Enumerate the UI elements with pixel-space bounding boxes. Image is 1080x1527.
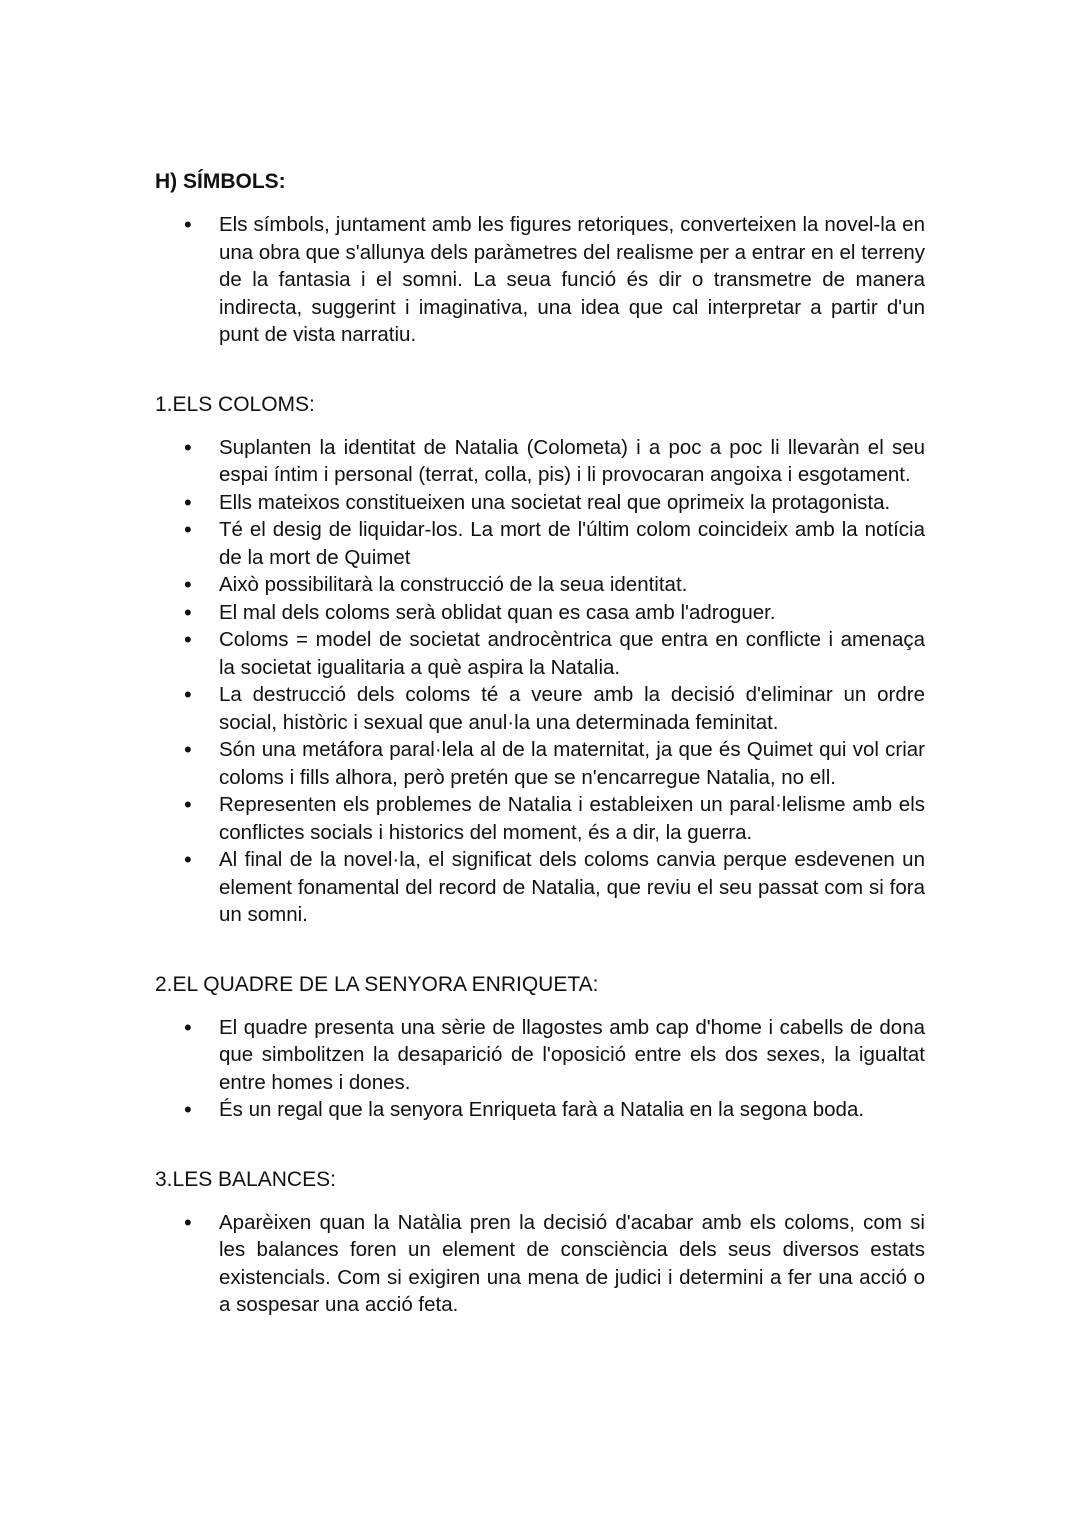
document-page xyxy=(155,168,925,1319)
list-item: • Suplanten la identitat de Natalia (Colometa) i a poc a poc li llevaràn el seu espai íntim i personal (terrat, colla, pis) i li provocaran angoixa i esgotament. xyxy=(155,434,925,489)
section-title-quadre: 2.EL QUADRE DE LA SENYORA ENRIQUETA: xyxy=(155,972,599,996)
list-item: • Al final de la novel·la, el significat dels coloms canvia perque esdevenen un element fonamental del record de Natalia, que reviu el seu passat com si fora un somni. xyxy=(155,846,925,929)
list-item: • La destrucció dels coloms té a veure amb la decisió d'eliminar un ordre social, històric i sexual que anul·la una determinada feminitat. xyxy=(155,681,925,736)
section-title-balances: 3.LES BALANCES: xyxy=(155,1167,336,1191)
list-item: • Representen els problemes de Natalia i estableixen un paral·lelisme amb els conflictes socials i historics del moment, és a dir, la guerra. xyxy=(155,791,925,846)
list-item: • Això possibilitarà la construcció de la seua identitat. xyxy=(155,571,925,599)
coloms-list xyxy=(155,434,925,929)
list-item: • Coloms = model de societat androcèntrica que entra en conflicte i amenaça la societat igualitaria a què aspira la Natalia. xyxy=(155,626,925,681)
list-item: • Aparèixen quan la Natàlia pren la decisió d'acabar amb els coloms, com si les balances foren un element de consciència dels seus diversos estats existencials. Com si exigiren una mena de judici i determini a fer una acció o a sospesar una acció feta. xyxy=(155,1209,925,1319)
list-item: • Té el desig de liquidar-los. La mort de l'últim colom coincideix amb la notícia de la mort de Quimet xyxy=(155,516,925,571)
list-item: • El quadre presenta una sèrie de llagostes amb cap d'home i cabells de dona que simbolitzen la desaparició de l'oposició entre els dos sexes, la igualtat entre homes i dones. xyxy=(155,1014,925,1097)
list-item: • És un regal que la senyora Enriqueta farà a Natalia en la segona boda. xyxy=(155,1096,925,1124)
list-item: • Ells mateixos constitueixen una societat real que oprimeix la protagonista. xyxy=(155,489,925,517)
list-item: • Els símbols, juntament amb les figures retoriques, converteixen la novel-la en una obra que s'allunya dels paràmetres del realisme per a entrar en el terreny de la fantasia i el somni. La seua funció és dir o transmetre de manera indirecta, suggerint i imaginativa, una idea que cal interpretar a partir d'un punt de vista narratiu. xyxy=(155,211,925,349)
section-title-coloms: 1.ELS COLOMS: xyxy=(155,392,315,416)
section-title-simbols: H) SÍMBOLS: xyxy=(155,170,286,193)
list-item: • Són una metáfora paral·lela al de la maternitat, ja que és Quimet qui vol criar coloms i fills alhora, però pretén que se n'encarregue Natalia, no ell. xyxy=(155,736,925,791)
balances-list xyxy=(155,1209,925,1319)
quadre-list xyxy=(155,1014,925,1124)
list-item: • El mal dels coloms serà oblidat quan es casa amb l'adroguer. xyxy=(155,599,925,627)
simbols-list xyxy=(155,211,925,349)
